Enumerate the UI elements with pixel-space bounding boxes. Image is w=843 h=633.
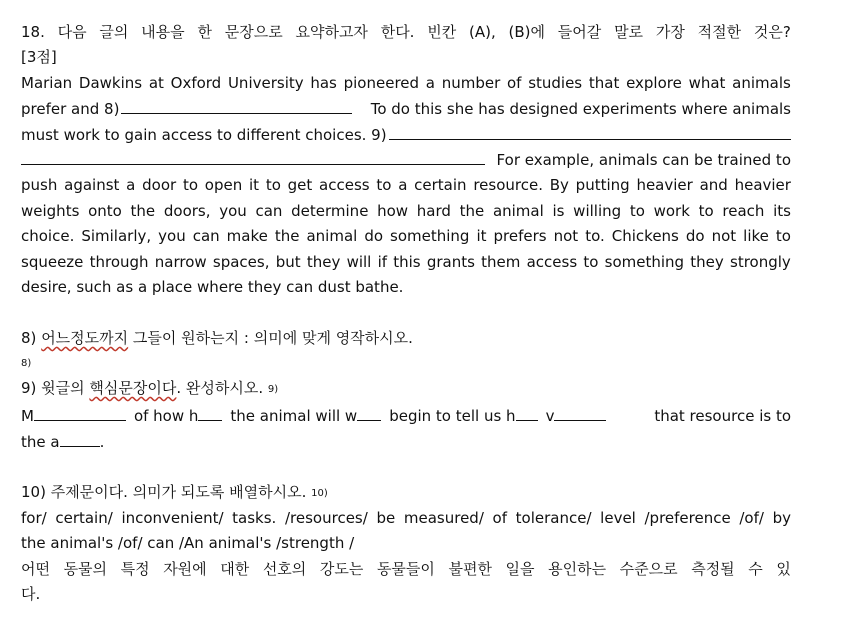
q9-text: . (99, 433, 105, 451)
question-title-text: 18. 다음 글의 내용을 한 문장으로 요약하고자 한다. 빈칸 (A), (B)에 들어갈 말로 가장 적절한 것은? (21, 23, 791, 41)
q10-prompt-text: 10) 주제문이다. 의미가 되도록 배열하시오. (21, 483, 307, 501)
q9-text: that resource is to (654, 407, 791, 425)
q9-prompt-rest: . 완성하시오. (176, 379, 264, 397)
q9-prompt (21, 378, 791, 398)
passage-line-6 (21, 201, 791, 221)
q10-words-line-2: the animal's /of/ can /An animal's /strength / (21, 534, 355, 552)
answer-blank-8[interactable] (121, 98, 352, 114)
question-title (21, 22, 791, 42)
passage-line-1 (21, 73, 791, 93)
q8-answer-label: 8) (21, 358, 32, 369)
q9-blank-h2[interactable] (516, 405, 538, 421)
q10-korean-text: 어떤 동물의 특정 자원에 대한 선호의 강도는 동물들이 불편한 일을 용인하는 수준으로 측정될 수 있 (21, 560, 791, 578)
passage-line-5 (21, 175, 791, 195)
q9-text: begin to tell us h (389, 407, 516, 425)
q9-blank-a[interactable] (60, 431, 100, 447)
q9-blank-v[interactable] (554, 405, 606, 421)
passage-text: Marian Dawkins at Oxford University has pioneered a number of studies that explore what animals (21, 74, 791, 92)
passage-line-7 (21, 226, 791, 246)
passage-line-4 (21, 149, 791, 169)
passage-text: prefer and 8) (21, 100, 120, 118)
passage-line-3 (21, 124, 791, 144)
answer-blank-9a[interactable] (389, 124, 791, 140)
q10-small-label: 10) (311, 488, 328, 499)
q9-line-2 (21, 431, 791, 451)
q10-words-line-1 (21, 508, 791, 528)
passage-text: weights onto the doors, you can determine how hard the animal is willing to work to reach its (21, 202, 791, 220)
q9-blank-m[interactable] (34, 405, 126, 421)
passage-line-9: desire, such as a place where they can dust bathe. (21, 278, 404, 296)
passage-text: must work to gain access to different choices. 9) (21, 126, 387, 144)
q9-small-label: 9) (267, 384, 279, 395)
q9-text: the animal will w (230, 407, 358, 425)
q9-blank-w[interactable] (357, 405, 381, 421)
q10-korean-line-1 (21, 559, 791, 579)
q8-underlined-phrase: 어느정도까지 (41, 329, 129, 347)
q10-prompt (21, 482, 791, 502)
q9-text: v (545, 407, 555, 425)
q8-prompt-text: 그들이 원하는지 : 의미에 맞게 영작하시오. (132, 329, 413, 347)
q9-text: the a (21, 433, 60, 451)
q9-blank-h[interactable] (198, 405, 222, 421)
passage-text: squeeze through narrow spaces, but they will if this grants them access to something they strongly (21, 253, 791, 271)
answer-blank-9b[interactable] (21, 149, 485, 165)
q9-line-1 (21, 405, 791, 425)
q10-korean-line-2: 다. (21, 585, 41, 603)
q9-text: M (21, 407, 34, 425)
passage-text: push against a door to open it to get access to a certain resource. By putting heavier and heavier (21, 176, 791, 194)
q9-prompt-start: 9) 윗글의 (21, 379, 85, 397)
q8-number: 8) (21, 329, 37, 347)
passage-line-8 (21, 252, 791, 272)
passage-text: To do this she has designed experiments where animals (370, 100, 791, 118)
passage-text: choice. Similarly, you can make the animal do something it prefers not to. Chickens do not like to (21, 227, 791, 245)
q8-prompt (21, 328, 791, 348)
q9-text: of how h (133, 407, 199, 425)
q9-underlined-phrase: 핵심문장이다 (89, 379, 177, 397)
passage-text: For example, animals can be trained to (496, 151, 791, 169)
q10-word-list: for/ certain/ inconvenient/ tasks. /resources/ be measured/ of tolerance/ level /preference /of/ by (21, 509, 791, 527)
passage-line-2 (21, 98, 791, 118)
question-points: [3점] (21, 48, 57, 66)
